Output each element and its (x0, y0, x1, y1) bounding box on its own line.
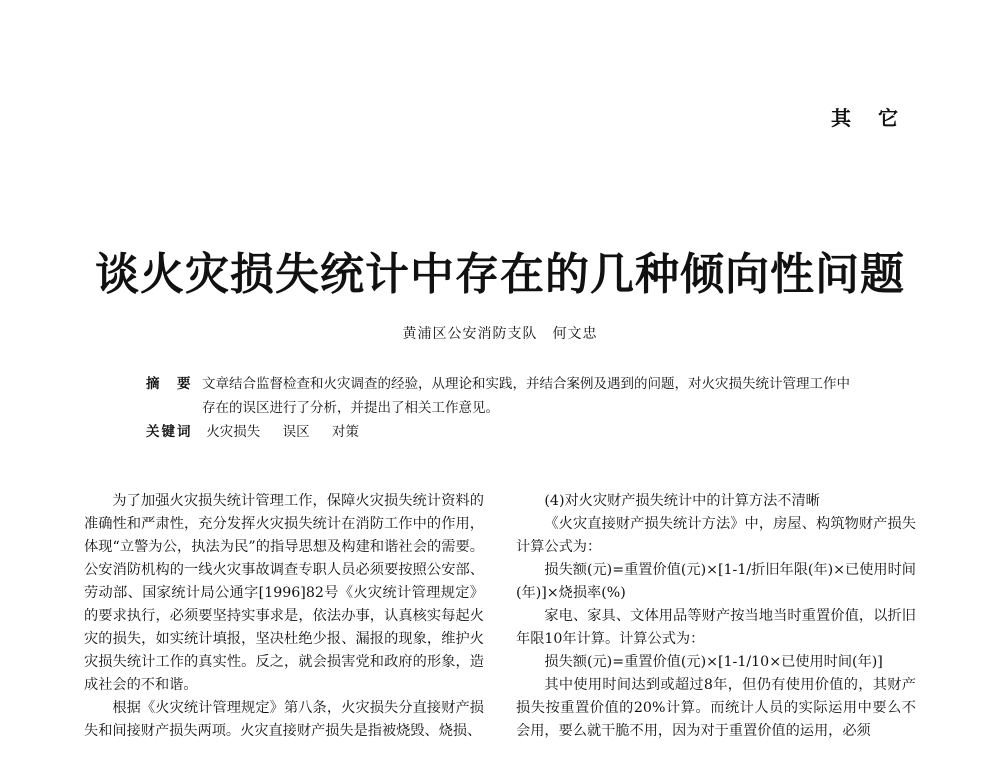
body-paragraph: 根据《火灾统计管理规定》第八条，火灾损失分直接财产损失和间接财产损失两项。火灾直接财产损失是指被烧毁、烧损、 (84, 700, 484, 739)
section-heading: (4)对火灾财产损失统计中的计算方法不清晰 (544, 493, 820, 509)
body-paragraph: 其中使用时间达到或超过8年，但仍有使用价值的，其财产损失按重置价值的20%计算。而统计人员的实际运用中要么不会用，要么就干脆不用，因为对于重置价值的运用，必须 (516, 677, 916, 739)
keyword: 火灾损失 (206, 424, 261, 440)
article-author: 黄浦区公安消防支队 何文忠 (402, 326, 598, 342)
body-paragraph: 家电、家具、文体用品等财产按当地当时重置价值，以折旧年限10年计算。计算公式为： (516, 608, 916, 647)
abstract-text: 文章结合监督检查和火灾调查的经验，从理论和实践，并结合案例及遇到的问题，对火灾损失统计管理工作中存在的误区进行了分析，并提出了相关工作意见。 (202, 376, 850, 416)
body-paragraph: 为了加强火灾损失统计管理工作，保障火灾损失统计资料的准确性和严肃性，充分发挥火灾损失统计在消防工作中的作用，体现“立警为公，执法为民”的指导思想及构建和谐社会的需要。公安消防机构的一线火灾事故调查专职人员必须要按照公安部、劳动部、国家统计局公通字[1996]82号《火灾统计管理规定》的要求执行，必须要坚持实事求是，依法办事，认真核实每起火灾的损失，如实统计填报，坚决杜绝少报、漏报的现象，维护火灾损失统计工作的真实性。反之，就会损害党和政府的形象，造成社会的不和谐。 (84, 493, 484, 693)
abstract-label: 摘 要 (146, 376, 193, 392)
left-column (84, 490, 484, 743)
section-label: 其 它 (831, 106, 908, 130)
keyword: 误区 (282, 424, 310, 440)
abstract (146, 372, 866, 420)
formula: 损失额(元)=重置价值(元)×[1-1/折旧年限(年)×已使用时间(年)]×烧损率(%) (516, 562, 916, 601)
article-title: 谈火灾损失统计中存在的几种倾向性问题 (95, 249, 905, 300)
keyword: 对策 (331, 424, 359, 440)
body-paragraph: 《火灾直接财产损失统计方法》中，房屋、构筑物财产损失计算公式为： (516, 516, 916, 555)
keywords (146, 420, 377, 444)
right-column (516, 490, 916, 743)
keywords-label: 关键词 (146, 424, 193, 440)
formula: 损失额(元)=重置价值(元)×[1-1/10×已使用时间(年)] (544, 654, 883, 670)
